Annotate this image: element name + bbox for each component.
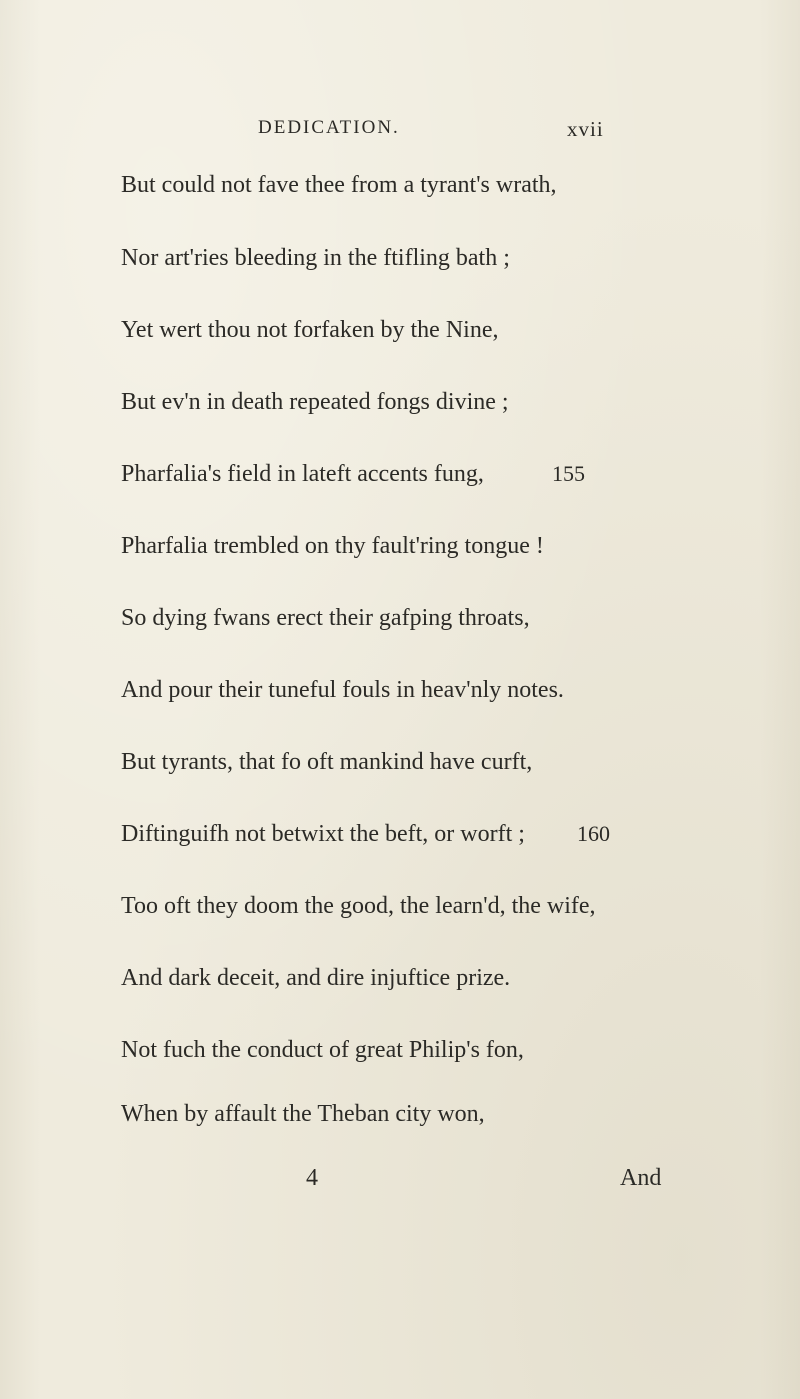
page-footer xyxy=(0,1165,800,1205)
signature-mark: 4 xyxy=(306,1165,318,1191)
verse-line: And dark deceit, and dire injuftice prize. xyxy=(121,965,511,991)
verse-line: But tyrants, that fo oft mankind have curft, xyxy=(121,749,533,775)
line-number-160: 160 xyxy=(577,821,610,846)
verse-line: But could not fave thee from a tyrant's wrath, xyxy=(121,172,557,198)
catchword: And xyxy=(620,1165,662,1191)
verse-line: Pharfalia trembled on thy fault'ring tongue ! xyxy=(121,533,544,559)
verse-line: So dying fwans erect their gafping throats, xyxy=(121,605,530,631)
line-number-155: 155 xyxy=(552,461,585,486)
verse-line: Too oft they doom the good, the learn'd, the wife, xyxy=(121,893,596,919)
verse-line: And pour their tuneful fouls in heav'nly notes. xyxy=(121,677,564,703)
verse-line: Yet wert thou not forfaken by the Nine, xyxy=(121,317,499,343)
verse-line: Pharfalia's field in lateft accents fung, xyxy=(121,461,484,487)
page-number: xvii xyxy=(567,117,604,141)
running-title: DEDICATION. xyxy=(258,117,400,138)
verse-line: But ev'n in death repeated fongs divine ; xyxy=(121,389,509,415)
verse-line: Not fuch the conduct of great Philip's fon, xyxy=(121,1037,524,1063)
verse-line: When by affault the Theban city won, xyxy=(121,1101,485,1127)
verse-line: Diftinguifh not betwixt the beft, or worft ; xyxy=(121,821,525,847)
verse-line: Nor art'ries bleeding in the ftifling bath ; xyxy=(121,245,510,271)
